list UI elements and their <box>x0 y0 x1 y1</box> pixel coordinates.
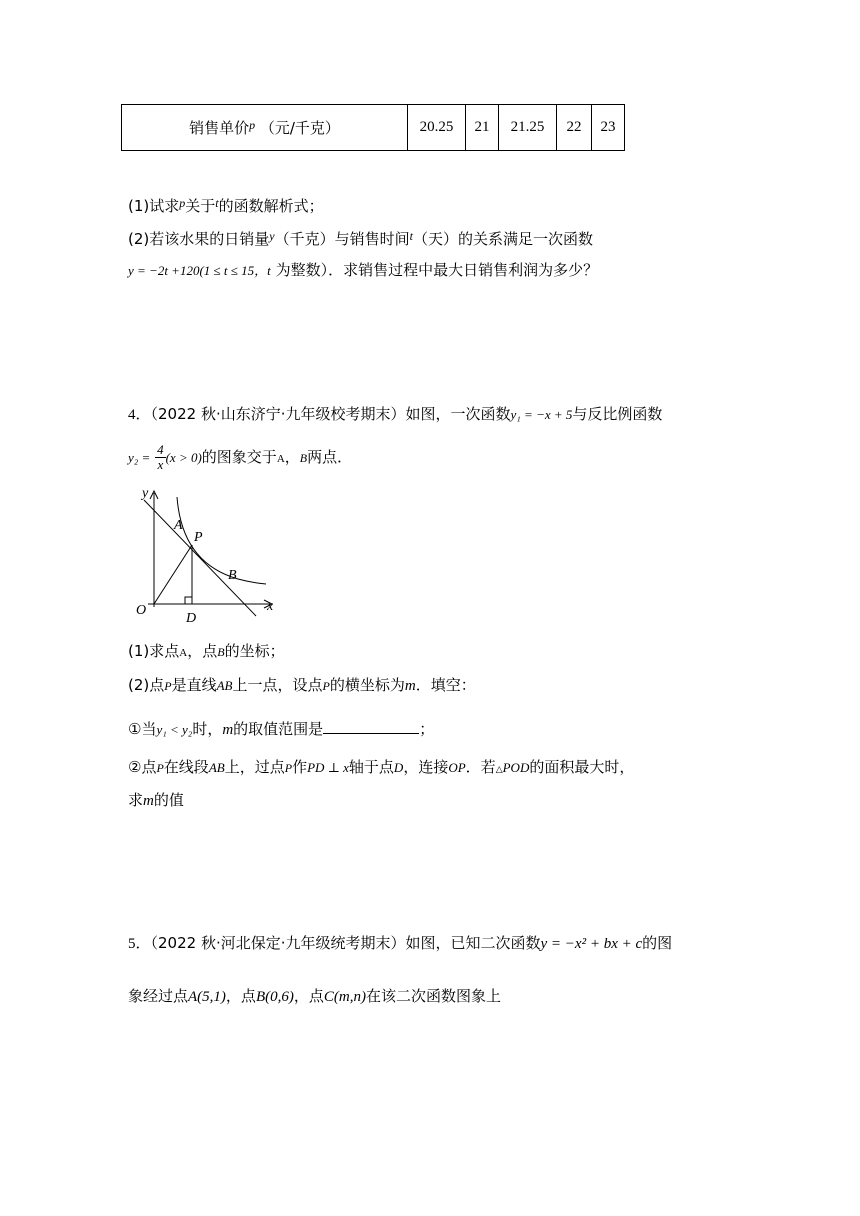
text: 在线段 <box>163 758 209 776</box>
text: ．填空： <box>415 676 476 694</box>
text: 两点． <box>307 448 353 466</box>
point-label: B <box>299 451 308 465</box>
text: 是直线 <box>171 676 217 694</box>
point-label: P <box>156 761 164 775</box>
text: 轴于点 <box>348 758 394 776</box>
question-number: 5． <box>128 936 151 952</box>
text: 求 <box>128 791 144 809</box>
q5-line2 <box>128 986 501 1007</box>
text: ； <box>419 720 435 738</box>
text: ①当 <box>128 720 157 738</box>
formula: PD ⊥ x <box>307 760 349 775</box>
point-label: P <box>164 679 172 693</box>
var-m: m <box>404 678 416 694</box>
table-cell: 21 <box>466 105 499 151</box>
var-y: y <box>269 229 275 243</box>
table-row <box>122 105 625 151</box>
text: 上，过点 <box>224 758 285 776</box>
text: 的值 <box>153 791 184 809</box>
var-m: m <box>222 722 234 738</box>
label-p: P <box>194 530 203 545</box>
question-source: （2022 秋·山东济宁·九年级校考期末） <box>150 405 406 423</box>
text: 如图，一次函数 <box>405 405 511 423</box>
text: (2)点 <box>128 676 165 694</box>
text: ，点 <box>187 642 218 660</box>
q4-sub2 <box>128 675 476 696</box>
line-label: OP <box>448 760 466 775</box>
point-label: P <box>322 679 330 693</box>
point-label: A <box>179 647 188 659</box>
hyperbola-curve <box>177 497 266 584</box>
function-graph-figure <box>128 483 280 623</box>
text: 如图，已知二次函数 <box>405 934 541 952</box>
formula: (x > 0) <box>165 450 202 465</box>
text: 作 <box>292 758 308 776</box>
linear-function-line <box>144 500 256 616</box>
text: ， <box>284 448 300 466</box>
label-y: y <box>142 486 149 501</box>
var-t: t <box>215 196 219 210</box>
table-cell: 21.25 <box>499 105 557 151</box>
question-source: （2022 秋·河北保定·九年级统考期末） <box>150 934 406 952</box>
text: 时， <box>192 720 223 738</box>
q4-heading-line2 <box>128 440 352 476</box>
text: 的图象交于 <box>201 448 277 466</box>
point-a: A(5,1) <box>188 989 226 1005</box>
text: 关于 <box>185 197 216 215</box>
text: （天）的关系满足一次函数 <box>412 230 593 248</box>
text: (1)求点 <box>128 642 180 660</box>
triangle-label: POD <box>502 760 530 775</box>
q3-part1 <box>128 193 324 216</box>
right-angle-mark <box>185 597 192 604</box>
text: 上一点，设点 <box>232 676 323 694</box>
question-number: 4． <box>128 407 151 423</box>
q3-part2 <box>128 226 593 249</box>
text: 在该二次函数图象上 <box>365 987 501 1005</box>
text: 的函数解析式； <box>218 197 324 215</box>
price-table <box>121 104 625 151</box>
formula: y₁ = −x + 5 <box>510 407 573 422</box>
q4-case2 <box>128 757 634 780</box>
point-label: B <box>217 645 225 659</box>
line-label: AB <box>216 678 233 693</box>
text: ，连接 <box>403 758 449 776</box>
fraction-denominator: x <box>157 457 164 472</box>
fraction-numerator: 4 <box>157 442 164 457</box>
text: 的面积最大时， <box>529 758 635 776</box>
formula: y₂ = <box>128 450 151 465</box>
text: 的取值范围是 <box>233 720 324 738</box>
text: 的横坐标为 <box>329 676 405 694</box>
text: 与反比例函数 <box>572 405 663 423</box>
table-label-cell <box>122 105 408 151</box>
q4-heading <box>128 404 662 425</box>
text: 象经过点 <box>128 987 189 1005</box>
point-label: A <box>276 453 285 465</box>
table-label: 销售单价 <box>189 119 250 137</box>
q5-heading <box>128 933 672 954</box>
point-label: P <box>284 761 293 775</box>
table-cell: 22 <box>557 105 592 151</box>
line-label: AB <box>208 760 225 775</box>
var-p: p <box>179 196 186 210</box>
text: (2)若该水果的日销量 <box>128 230 270 248</box>
formula: y₁ < y₂ <box>156 722 193 737</box>
point-label: D <box>393 760 404 775</box>
text: ②点 <box>128 758 157 776</box>
fraction <box>155 443 166 472</box>
q4-case2-line2 <box>128 790 184 811</box>
label-b: B <box>228 568 237 583</box>
point-b: B(0,6) <box>255 989 294 1005</box>
label-d: D <box>186 611 197 623</box>
table-cell: 20.25 <box>408 105 466 151</box>
text: 为整数）．求销售过程中最大日销售利润为多少？ <box>275 261 599 279</box>
triangle-symbol: △ <box>495 765 503 775</box>
formula: y = −2t +120(1 ≤ t ≤ 15，t <box>128 263 271 278</box>
q4-sub1 <box>128 641 285 663</box>
text: (1)试求 <box>128 197 180 215</box>
text: 的图 <box>642 934 673 952</box>
table-label-unit: （元/千克） <box>259 119 340 137</box>
var-t: t <box>409 229 413 243</box>
formula: y = −x² + bx + c <box>540 936 643 952</box>
text: （千克）与销售时间 <box>274 230 410 248</box>
table-cell: 23 <box>592 105 625 151</box>
point-c: C(m,n) <box>323 989 366 1005</box>
text: 的坐标； <box>224 642 285 660</box>
text: ，点 <box>225 987 256 1005</box>
label-o: O <box>136 603 147 618</box>
answer-blank <box>323 719 419 734</box>
text: ，点 <box>293 987 324 1005</box>
text: ．若 <box>465 758 496 776</box>
label-x: x <box>267 599 274 614</box>
q4-case1 <box>128 719 434 740</box>
q3-part2-line2 <box>128 260 598 281</box>
var-m: m <box>143 793 154 809</box>
label-a: A <box>174 518 183 533</box>
segment-op <box>154 545 192 604</box>
table-label-var: p <box>249 118 256 132</box>
